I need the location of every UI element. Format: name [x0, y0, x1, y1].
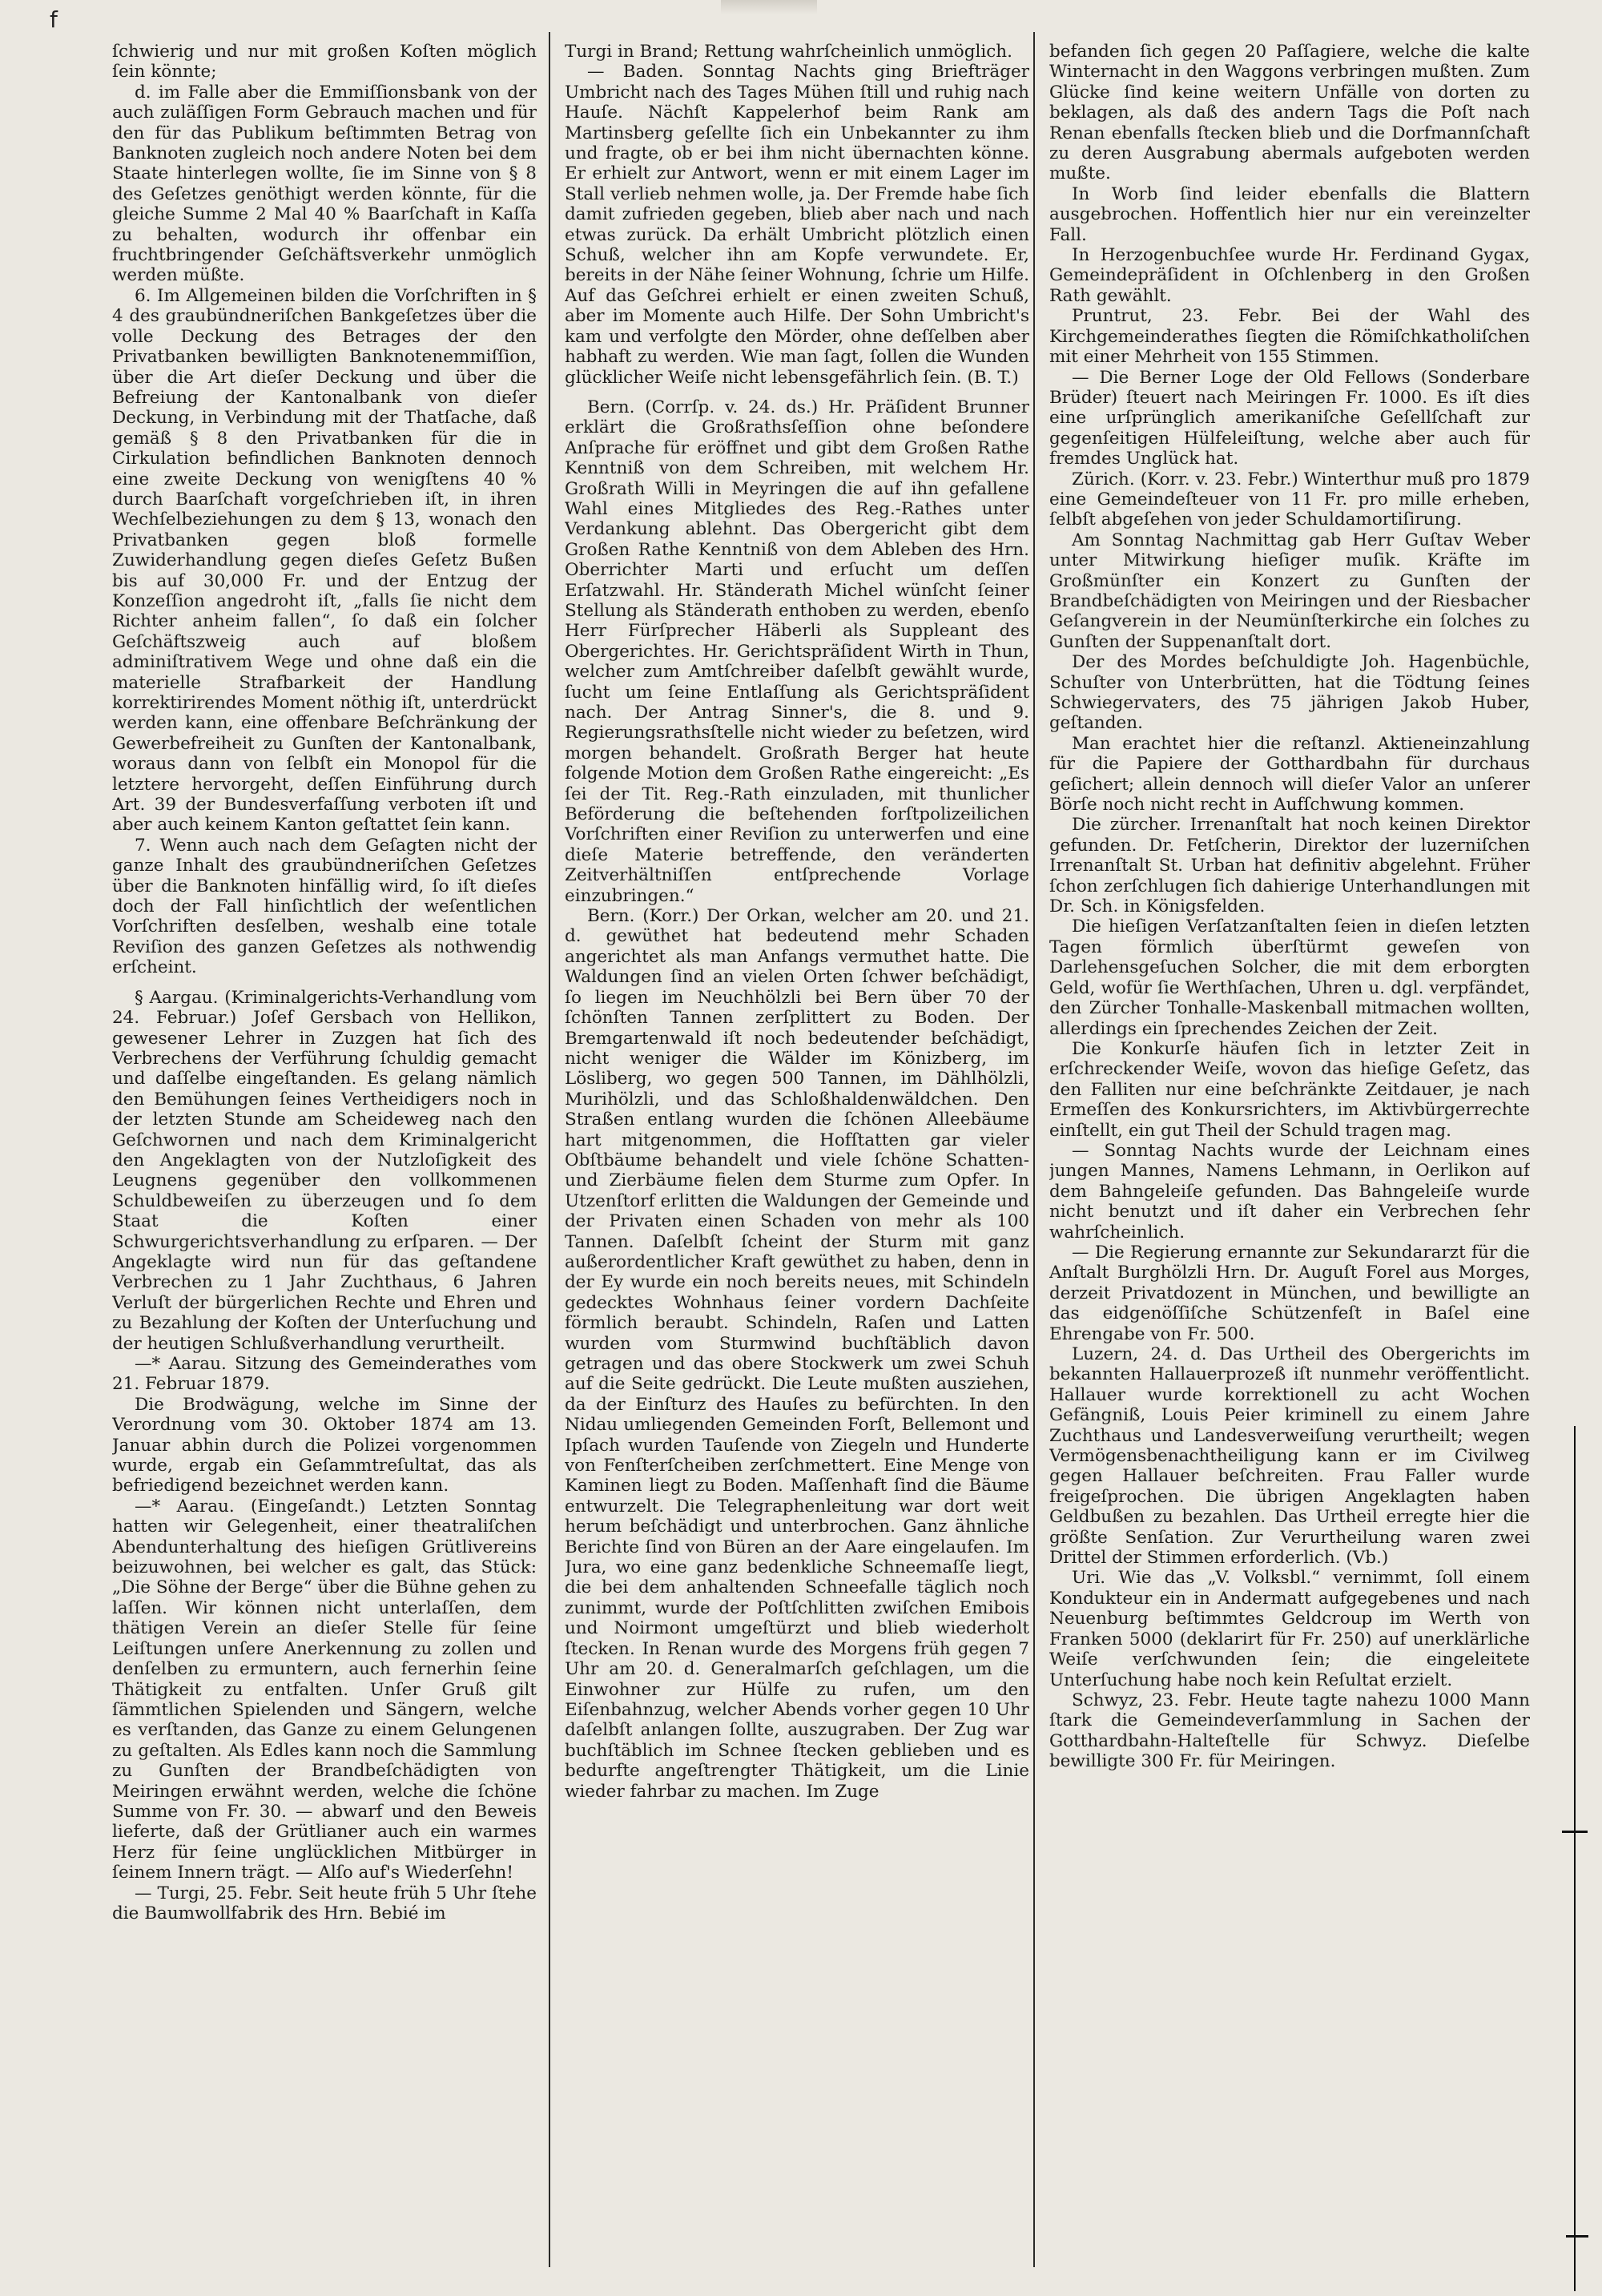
article-paragraph: d. im Falle aber die Emmiſſionsbank von der auch zuläſſigen Form Gebrauch machen und für den für das Publikum beſtimmten Betrag von Banknoten zugleich noch andere Noten bei dem Staate hinterlegen wollte, ſie im Sinne von § 8 des Geſetzes genöthigt werden könnte, für die gleiche Summe 2 Mal 40 % Baarſchaft in Kaſſa zu behalten, wodurch ihr offenbar ein fruchtbringender Geſchäftsverkehr unmöglich werden müßte. [112, 82, 537, 286]
paragraph-gap [565, 388, 1029, 397]
article-paragraph: —* Aarau. (Eingeſandt.) Letzten Sonntag hatten wir Gelegenheit, einer theatraliſchen Abendunterhaltung des hieſigen Grütlivereins beizuwohnen, bei welcher es galt, das Stück: „Die Söhne der Berge“ über die Bühne gehen zu laſſen. Wir können nicht unterlaſſen, dem thätigen Verein an dieſer Stelle für ſeine Leiſtungen unſere Anerkennung zu zollen und denſelben zu ermuntern, auch fernerhin ſeine Thätigkeit zu entfalten. Unſer Gruß gilt ſämmtlichen Spielenden und Sängern, welche es verſtanden, das Ganze zu einem Gelungenen zu geſtalten. Als Edles kann noch die Sammlung zu Gunſten der Brandbeſchädigten von Meiringen erwähnt werden, welche die ſchöne Summe von Fr. 30. — abwarf und den Beweis lieferte, daß der Grütlianer auch ein warmes Herz für ſeine unglücklichen Mitbürger in ſeinem Innern trägt. — Alſo auf's Wiederſehn! [112, 1496, 537, 1883]
article-paragraph: Die Brodwägung, welche im Sinne der Verordnung vom 30. Oktober 1874 am 13. Januar abhin durch die Polizei vorgenommen wurde, ergab ein Geſammtreſultat, das als befriedigend bezeichnet werden kann. [112, 1394, 537, 1496]
article-paragraph: Luzern, 24. d. Das Urtheil des Obergerichts im bekannten Hallauerprozeß iſt nunmehr veröffentlicht. Hallauer wurde korrektionell zu acht Wochen Gefängniß, Louis Peier kriminell zu einem Jahre Zuchthaus und Landesverweiſung verurtheilt; wegen Vermögensbenachtheiligung kann er im Civilweg gegen Hallauer beſchreiten. Frau Faller wurde freigeſprochen. Die übrigen Angeklagten haben Geldbußen zu bezahlen. Das Urtheil erregte hier die größte Senſation. Zur Verurtheilung waren zwei Drittel der Stimmen erforderlich. (Vb.) [1049, 1344, 1530, 1569]
scan-smudge [721, 0, 817, 14]
article-paragraph: Der des Mordes beſchuldigte Joh. Hagenbüchle, Schuſter von Unterbrütten, hat die Tödtung ſeines Schwiegervaters, des 75 jährigen Jakob Huber, geſtanden. [1049, 652, 1530, 734]
article-paragraph: Die hieſigen Verſatzanſtalten ſeien in dieſen letzten Tagen förmlich überſtürmt geweſen von Darlehensgeſuchen Solcher, die mit dem erborgten Geld, wofür ſie Werthſachen, Uhren u. dgl. verpfändet, den Zürcher Tonhalle-Maskenball mitmachen wollten, allerdings ein ſprechendes Zeichen der Zeit. [1049, 916, 1530, 1039]
article-paragraph: Die zürcher. Irrenanſtalt hat noch keinen Direktor gefunden. Dr. Fetſcherin, Direktor der luzerniſchen Irrenanſtalt St. Urban hat definitiv abgelehnt. Früher ſchon zerſchlugen ſich dahierige Unterhandlungen mit Dr. Sch. in Königsfelden. [1049, 815, 1530, 917]
article-paragraph: — Baden. Sonntag Nachts ging Briefträger Umbricht nach des Tages Mühen ſtill und ruhig nach Hauſe. Nächſt Kappelerhof beim Rank am Martinsberg geſellte ſich ein Unbekannter zu ihm und fragte, ob er bei ihm nicht übernachten könne. Er erhielt zur Antwort, wenn er mit einem Lager im Stall verlieb nehmen wolle, ja. Der Fremde habe ſich damit zufrieden gegeben, blieb aber nach und nach etwas zurück. Da erhält Umbricht plötzlich einen Schuß, welcher ihn am Kopfe verwundete. Er, bereits in der Nähe ſeiner Wohnung, ſchrie um Hilfe. Auf das Geſchrei erhielt er einen zweiten Schuß, aber im Momente auch Hilfe. Der Sohn Umbricht's kam und verfolgte den Mörder, ohne deſſelben aber habhaft zu werden. Wie man ſagt, ſollen die Wunden glücklicher Weiſe nicht lebensgefährlich ſein. (B. T.) [565, 62, 1029, 388]
column-3 [1049, 42, 1530, 2277]
article-paragraph: Pruntrut, 23. Febr. Bei der Wahl des Kirchgemeinderathes ſiegten die Römiſchkatholiſchen mit einer Mehrheit von 155 Stimmen. [1049, 306, 1530, 368]
article-paragraph: 6. Im Allgemeinen bilden die Vorſchriften in § 4 des graubündneriſchen Bankgeſetzes über die volle Deckung des Betrages der den Privatbanken bewilligten Banknotenemmiſſion, über die Art dieſer Deckung und über die Befreiung der Kantonalbank von dieſer Deckung, in Verbindung mit der Thatſache, daß gemäß § 8 den Privatbanken für die in Cirkulation befindlichen Banknoten dennoch eine zweite Deckung von wenigſtens 40 % durch Baarſchaft vorgeſchrieben iſt, in ihren Wechſelbeziehungen zu dem § 13, wonach den Privatbanken gegen bloß formelle Zuwiderhandlung gegen dieſes Geſetz Bußen bis auf 30,000 Fr. und der Entzug der Konzeſſion angedroht iſt, „falls ſie nicht dem Richter anheim fallen“, ſo daß ein ſolcher Geſchäftszweig auch auf bloßem adminiſtrativem Wege und ohne daß ein die materielle Strafbarkeit der Handlung korrektirirendes Moment nöthig iſt, unterdrückt werden kann, eine offenbare Beſchränkung der Gewerbefreiheit zu Gunſten der Kantonalbank, woraus dann von ſelbſt ein Monopol für die letztere hervorgeht, deſſen Einführung durch Art. 39 der Bundesverfaſſung verboten iſt und aber auch keinem Kanton geſtattet ſein kann. [112, 285, 537, 836]
article-paragraph: — Die Berner Loge der Old Fellows (Sonderbare Brüder) ſteuert nach Meiringen Fr. 1000. Es iſt dies eine urſprünglich amerikaniſche Geſellſchaft zur gegenſeitigen Hülfeleiſtung, welche aber auch für fremdes Unglück hat. [1049, 367, 1530, 469]
article-paragraph: —* Aarau. Sitzung des Gemeinderathes vom 21. Februar 1879. [112, 1354, 537, 1395]
column-1 [112, 42, 537, 2277]
column-rule-left [549, 32, 550, 2267]
article-paragraph: In Herzogenbuchſee wurde Hr. Ferdinand Gygax, Gemeindepräſident in Oſchlenberg in den Großen Rath gewählt. [1049, 245, 1530, 306]
article-paragraph: Man erachtet hier die reſtanzl. Aktieneinzahlung für die Papiere der Gotthardbahn für durchaus geſichert; allein dennoch will dieſer Valor an unſerer Börſe noch nicht recht in Aufſchwung kommen. [1049, 733, 1530, 816]
article-paragraph: Bern. (Corrſp. v. 24. ds.) Hr. Präſident Brunner erklärt die Großrathsſeſſion ohne beſondere Anſprache für eröffnet und gibt dem Großen Rathe Kenntniß von dem Schreiben, mit welchem Hr. Großrath Willi in Meyringen die auf ihn gefallene Wahl eines Mitgliedes des Reg.-Rathes unter Verdankung ablehnt. Das Obergericht gibt dem Großen Rathe Kenntniß von dem Ableben des Hrn. Oberrichter Marti und erſucht um deſſen Erſatzwahl. Hr. Ständerath Michel wünſcht ſeiner Stellung als Ständerath enthoben zu werden, ebenſo Herr Fürſprecher Häberli als Suppleant des Obergerichtes. Hr. Gerichtspräſident Wirth in Thun, welcher zum Amtſchreiber daſelbſt gewählt wurde, ſucht um ſeine Entlaſſung als Gerichtspräſident nach. Der Antrag Sinner's, die 8. und 9. Regierungsrathsſtelle nicht wieder zu beſetzen, wird morgen behandelt. Großrath Berger hat heute folgende Motion dem Großen Rathe eingereicht: „Es ſei der Tit. Reg.-Rath einzuladen, mit thunlicher Beförderung die beſtehenden forſtpolizeilichen Vorſchriften einer Reviſion zu unterwerfen und eine dieſe Materie betreffende, den veränderten Zeitverhältniſſen entſprechende Vorlage einzubringen.“ [565, 397, 1029, 906]
edge-tick [1562, 1831, 1588, 1833]
article-paragraph: Turgi in Brand; Rettung wahrſcheinlich unmöglich. [565, 42, 1012, 62]
article-paragraph: Bern. (Korr.) Der Orkan, welcher am 20. und 21. d. gewüthet hat bedeutend mehr Schaden angerichtet als man Anfangs vermuthet hatte. Die Waldungen ſind an vielen Orten ſchwer beſchädigt, ſo liegen im Neuchhölzli bei Bern über 70 der ſchönſten Tannen zerſplittert zu Boden. Der Bremgartenwald iſt noch bedeutender beſchädigt, nicht weniger die Wälder im Könizberg, im Lösliberg, wo gegen 500 Tannen, im Dählhölzli, Murihölzli, und das Schloßhaldenwäldchen. Den Straßen entlang wurden die ſchönen Alleebäume hart mitgenommen, die Hofſtatten gar vieler Obſtbäume behandelt und viele ſchöne Schatten- und Zierbäume fielen dem Sturme zum Opfer. In Utzenſtorf erlitten die Waldungen der Gemeinde und der Privaten einen Schaden von mehr als 100 Tannen. Daſelbſt ſcheint der Sturm mit ganz außerordentlicher Kraft gewüthet zu haben, denn in der Ey wurde ein noch bereits neues, mit Schindeln gedecktes Wohnhaus ſeiner vordern Dachſeite förmlich beraubt. Schindeln, Raſen und Latten wurden vom Sturmwind buchſtäblich davon getragen und das obere Stockwerk um zwei Schuh auf die Seite gedrückt. Die Leute mußten ausziehen, da der Einſturz des Hauſes zu befürchten. In den Nidau umliegenden Gemeinden Forſt, Bellemont und Ipſach wurden Tauſende von Ziegeln und Hunderte von Fenſterſcheiben zerſchmettert. Eine Menge von Kaminen liegt zu Boden. Maſſenhaft ſind die Bäume entwurzelt. Die Telegraphenleitung war dort weit herum beſchädigt und unterbrochen. Ganz ähnliche Berichte ſind von Büren an der Aare eingelaufen. Im Jura, wo eine ganz bedenkliche Schneemaſſe liegt, die bei dem anhaltenden Schneefalle täglich noch zunimmt, wurde der Poſtſchlitten zwiſchen Emibois und Noirmont umgeſtürzt und blieb wiederholt ſtecken. In Renan wurde des Morgens früh gegen 7 Uhr am 20. d. Generalmarſch geſchlagen, um die Einwohner zur Hülfe zu rufen, um den Eiſenbahnzug, welcher Abends vorher gegen 10 Uhr daſelbſt anlangen ſollte, auszugraben. Der Zug war buchſtäblich im Schnee ſtecken geblieben und es bedurfte angeſtrengter Thätigkeit, um die Linie wieder fahrbar zu machen. Im Zuge [565, 906, 1029, 1802]
article-paragraph: befanden ſich gegen 20 Paſſagiere, welche die kalte Winternacht in den Waggons verbringen mußten. Zum Glücke ſind keine weitern Unfälle von dorten zu beklagen, als daß des andern Tags die Poſt nach Renan ebenfalls ſtecken blieb und die Dorfmannſchaft zu deren Ausgrabung abermals aufgeboten werden mußte. [1049, 42, 1530, 184]
article-paragraph: Die Konkurſe häufen ſich in letzter Zeit in erſchreckender Weiſe, wovon das hieſige Geſetz, das den Falliten nur eine beſchränkte Zeitdauer, je nach Ermeſſen des Konkursrichters, im Aktivbürgerrechte einſtellt, ein gut Theil der Schuld tragen mag. [1049, 1038, 1530, 1141]
article-paragraph: Zürich. (Korr. v. 23. Febr.) Winterthur muß pro 1879 eine Gemeindeſteuer von 11 Fr. pro mille erheben, ſelbſt abgeſehen von jeder Schuldamortiſirung. [1049, 469, 1530, 530]
article-paragraph: In Worb ſind leider ebenfalls die Blattern ausgebrochen. Hoffentlich hier nur ein vereinzelter Fall. [1049, 183, 1530, 245]
column-2 [565, 42, 1029, 2277]
article-paragraph: Uri. Wie das „V. Volksbl.“ vernimmt, ſoll einem Kondukteur ein in Andermatt aufgegebenes und nach Neuenburg beſtimmtes Geldcroup im Werth von Franken 5000 (deklarirt für Fr. 250) auf unerklärliche Weiſe verſchwunden ſein; die eingeleitete Unterſuchung habe noch kein Reſultat erzielt. [1049, 1568, 1530, 1690]
article-paragraph: Am Sonntag Nachmittag gab Herr Guſtav Weber unter Mitwirkung hieſiger muſik. Kräfte im Großmünſter ein Konzert zu Gunſten der Brandbeſchädigten von Meiringen und der Riesbacher Geſangverein in der Neumünſterkirche ein ſolches zu Gunſten der Suppenanſtalt dort. [1049, 530, 1530, 652]
page-edge-rule [1574, 1426, 1576, 2291]
article-paragraph: ſchwierig und nur mit großen Koſten möglich ſein könnte; [112, 42, 537, 83]
paragraph-gap [112, 978, 537, 988]
article-paragraph: 7. Wenn auch nach dem Geſagten nicht der ganze Inhalt des graubündneriſchen Geſetzes über die Banknoten hinfällig wird, ſo iſt dieſes doch der Fall hinſichtlich der weſentlichen Vorſchriften desſelben, weshalb eine totale Reviſion des ganzen Geſetzes als nothwendig erſcheint. [112, 835, 537, 978]
article-paragraph: § Aargau. (Kriminalgerichts-Verhandlung vom 24. Februar.) Joſef Gersbach von Hellikon, gewesener Lehrer in Zuzgen hat ſich des Verbrechens der Verführung ſchuldig gemacht und daſſelbe eingeſtanden. Es gelang nämlich den Bemühungen ſeines Vertheidigers noch in der letzten Stunde am Scheideweg nach den Geſchwornen und nach dem Kriminalgericht den Angeklagten von der Nutzloſigkeit des Leugnens gegenüber den vollkommenen Schuldbeweiſen zu überzeugen und ſo dem Staat die Koſten einer Schwurgerichtsverhandlung zu erſparen. — Der Angeklagte wird nun für das geſtandene Verbrechen zu 1 Jahr Zuchthaus, 6 Jahren Verluſt der bürgerlichen Rechte und Ehren und zu Bezahlung der Koſten der Unterſuchung und der heutigen Schlußverhandlung verurtheilt. [112, 987, 537, 1354]
article-paragraph: — Turgi, 25. Febr. Seit heute früh 5 Uhr ſtehe die Baumwollfabrik des Hrn. Bebié im [112, 1883, 537, 1923]
article-paragraph: — Die Regierung ernannte zur Sekundararzt für die Anſtalt Burghölzli Hrn. Dr. Auguſt Forel aus Morges, derzeit Privatdozent in München, und bewilligte an das eidgenöſſiſche Schützenfeſt in Baſel eine Ehrengabe von Fr. 500. [1049, 1242, 1530, 1344]
article-paragraph: Schwyz, 23. Febr. Heute tagte nahezu 1000 Mann ſtark die Gemeindeverſammlung in Sachen der Gotthardbahn-Halteſtelle für Schwyz. Dieſelbe bewilligte 300 Fr. für Meiringen. [1049, 1690, 1530, 1772]
column-rule-right [1033, 32, 1035, 2267]
corner-mark: f [50, 6, 58, 33]
article-paragraph: — Sonntag Nachts wurde der Leichnam eines jungen Mannes, Namens Lehmann, in Oerlikon auf dem Bahngeleiſe gefunden. Das Bahngeleiſe wurde nicht benutzt und iſt daher ein Verbrechen ſehr wahrſcheinlich. [1049, 1140, 1530, 1243]
edge-tick [1566, 2235, 1588, 2238]
